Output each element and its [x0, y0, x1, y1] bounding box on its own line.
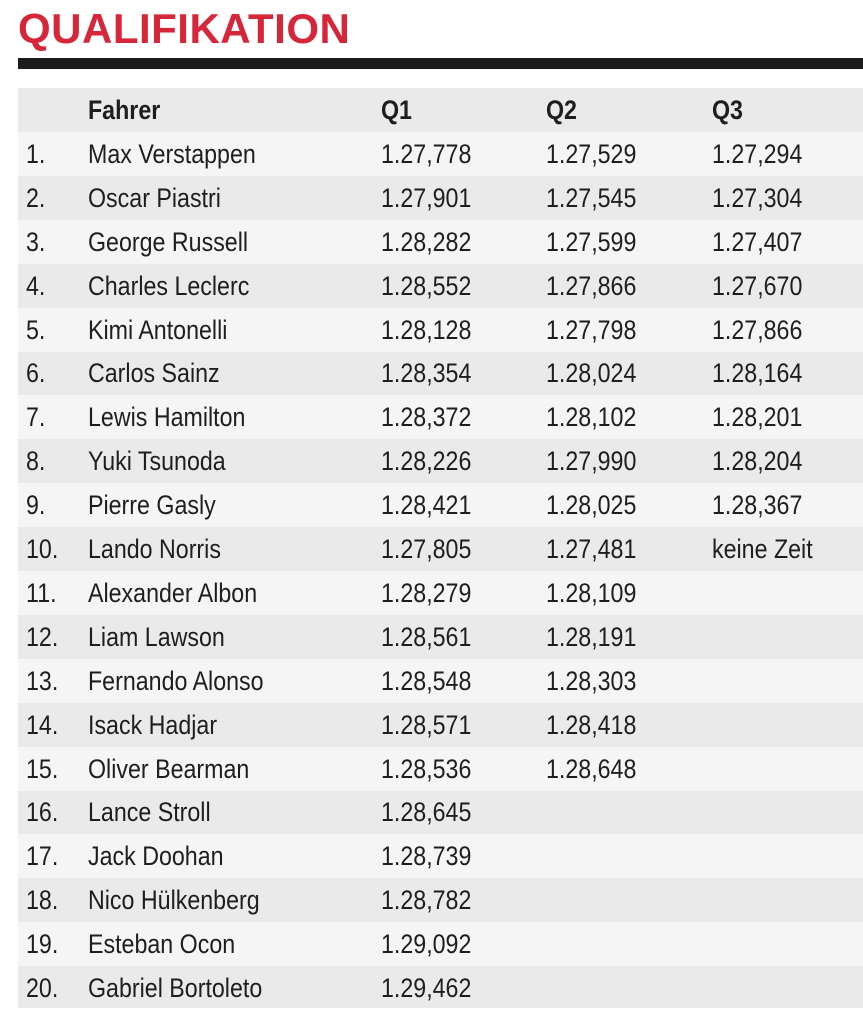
row-position: 20. [26, 973, 59, 1003]
row-q2-time: 1.27,481 [546, 534, 637, 564]
row-q2-time: 1.28,109 [546, 577, 637, 608]
row-q3-time: 1.27,670 [712, 270, 803, 301]
row-driver: Lance Stroll [88, 797, 211, 828]
page-title: QUALIFIKATION [18, 5, 351, 52]
row-position: 11. [26, 577, 57, 608]
row-q1-time: 1.28,128 [381, 314, 472, 345]
table-row [18, 966, 863, 1010]
row-q2-time: 1.28,648 [546, 753, 637, 784]
row-q3-time: 1.28,164 [712, 358, 803, 389]
row-driver: George Russell [88, 226, 249, 257]
header-q1: Q1 [381, 95, 412, 125]
row-q2-time: 1.28,418 [546, 709, 637, 740]
row-position: 10. [26, 534, 59, 564]
row-driver: Isack Hadjar [88, 709, 218, 740]
row-q3-time: 1.27,304 [712, 182, 803, 213]
table-row [18, 351, 863, 395]
table-row [18, 834, 863, 878]
table-row [18, 132, 863, 176]
row-driver: Charles Leclerc [88, 270, 250, 301]
row-q1-time: 1.28,645 [381, 797, 472, 828]
table-row [18, 747, 863, 791]
row-q2-time: 1.27,866 [546, 270, 637, 301]
row-q1-time: 1.28,552 [381, 270, 472, 301]
row-q3-time: 1.28,367 [712, 490, 803, 521]
row-q1-time: 1.28,571 [381, 709, 472, 740]
table-row [18, 264, 863, 308]
row-q2-time: 1.28,303 [546, 665, 637, 696]
row-q1-time: 1.28,226 [381, 446, 472, 477]
row-driver: Esteban Ocon [88, 929, 236, 960]
row-q1-time: 1.28,372 [381, 402, 472, 433]
row-position: 15. [26, 753, 59, 784]
row-driver: Lando Norris [88, 534, 221, 564]
row-q1-time: 1.28,421 [381, 490, 472, 521]
row-q3-time: 1.27,866 [712, 314, 803, 345]
row-q1-time: 1.28,536 [381, 753, 472, 784]
row-q1-time: 1.27,778 [381, 138, 472, 169]
row-q1-time: 1.28,279 [381, 577, 472, 608]
row-q3-time: 1.28,204 [712, 446, 803, 477]
row-q2-time: 1.28,191 [546, 621, 637, 652]
row-q2-time: 1.27,529 [546, 138, 637, 169]
table-row [18, 439, 863, 483]
row-position: 12. [26, 621, 59, 652]
row-driver: Lewis Hamilton [88, 402, 246, 433]
row-position: 18. [26, 885, 59, 916]
row-q1-time: 1.28,354 [381, 358, 472, 389]
row-q2-time: 1.27,545 [546, 182, 637, 213]
row-position: 17. [26, 841, 59, 872]
table-header-row [18, 88, 863, 132]
row-q1-time: 1.28,561 [381, 621, 472, 652]
row-driver: Oscar Piastri [88, 182, 221, 213]
row-driver: Max Verstappen [88, 138, 256, 169]
row-position: 2. [26, 182, 46, 213]
table-row [18, 220, 863, 264]
row-q1-time: 1.29,462 [381, 973, 472, 1003]
table-row [18, 878, 863, 922]
row-q3-time: keine Zeit [712, 534, 813, 564]
table-row [18, 922, 863, 966]
table-row [18, 659, 863, 703]
row-position: 6. [26, 358, 46, 389]
table-row [18, 615, 863, 659]
row-driver: Oliver Bearman [88, 753, 250, 784]
row-q2-time: 1.28,024 [546, 358, 637, 389]
row-driver: Nico Hülkenberg [88, 885, 260, 916]
row-position: 7. [26, 402, 46, 433]
row-q3-time: 1.27,294 [712, 138, 803, 169]
row-driver: Gabriel Bortoleto [88, 973, 263, 1003]
row-driver: Yuki Tsunoda [88, 446, 226, 477]
row-q1-time: 1.28,282 [381, 226, 472, 257]
row-driver: Liam Lawson [88, 621, 225, 652]
qualifying-table [18, 88, 863, 1008]
header-q3: Q3 [712, 95, 743, 125]
row-q2-time: 1.27,798 [546, 314, 637, 345]
table-row [18, 483, 863, 527]
row-q1-time: 1.27,901 [381, 182, 472, 213]
row-position: 8. [26, 446, 46, 477]
row-q1-time: 1.27,805 [381, 534, 472, 564]
row-position: 9. [26, 490, 46, 521]
row-q1-time: 1.28,739 [381, 841, 472, 872]
row-q1-time: 1.28,548 [381, 665, 472, 696]
row-driver: Carlos Sainz [88, 358, 220, 389]
row-position: 14. [26, 709, 59, 740]
table-row [18, 571, 863, 615]
table-row [18, 703, 863, 747]
table-row [18, 527, 863, 571]
row-q2-time: 1.28,025 [546, 490, 637, 521]
row-q3-time: 1.27,407 [712, 226, 803, 257]
row-position: 4. [26, 270, 46, 301]
row-driver: Pierre Gasly [88, 490, 216, 521]
title-divider [18, 58, 863, 69]
row-position: 5. [26, 314, 46, 345]
row-position: 3. [26, 226, 46, 257]
row-position: 13. [26, 665, 59, 696]
row-position: 19. [26, 929, 59, 960]
row-driver: Jack Doohan [88, 841, 224, 872]
table-row [18, 395, 863, 439]
row-q1-time: 1.29,092 [381, 929, 472, 960]
row-q2-time: 1.27,599 [546, 226, 637, 257]
row-q3-time: 1.28,201 [712, 402, 803, 433]
table-row [18, 790, 863, 834]
table-row [18, 176, 863, 220]
row-driver: Fernando Alonso [88, 665, 264, 696]
row-position: 1. [26, 138, 46, 169]
row-driver: Alexander Albon [88, 577, 258, 608]
row-q1-time: 1.28,782 [381, 885, 472, 916]
header-driver: Fahrer [88, 95, 161, 125]
row-q2-time: 1.28,102 [546, 402, 637, 433]
row-driver: Kimi Antonelli [88, 314, 228, 345]
table-row [18, 308, 863, 352]
row-q2-time: 1.27,990 [546, 446, 637, 477]
row-position: 16. [26, 797, 59, 828]
header-q2: Q2 [546, 95, 577, 125]
